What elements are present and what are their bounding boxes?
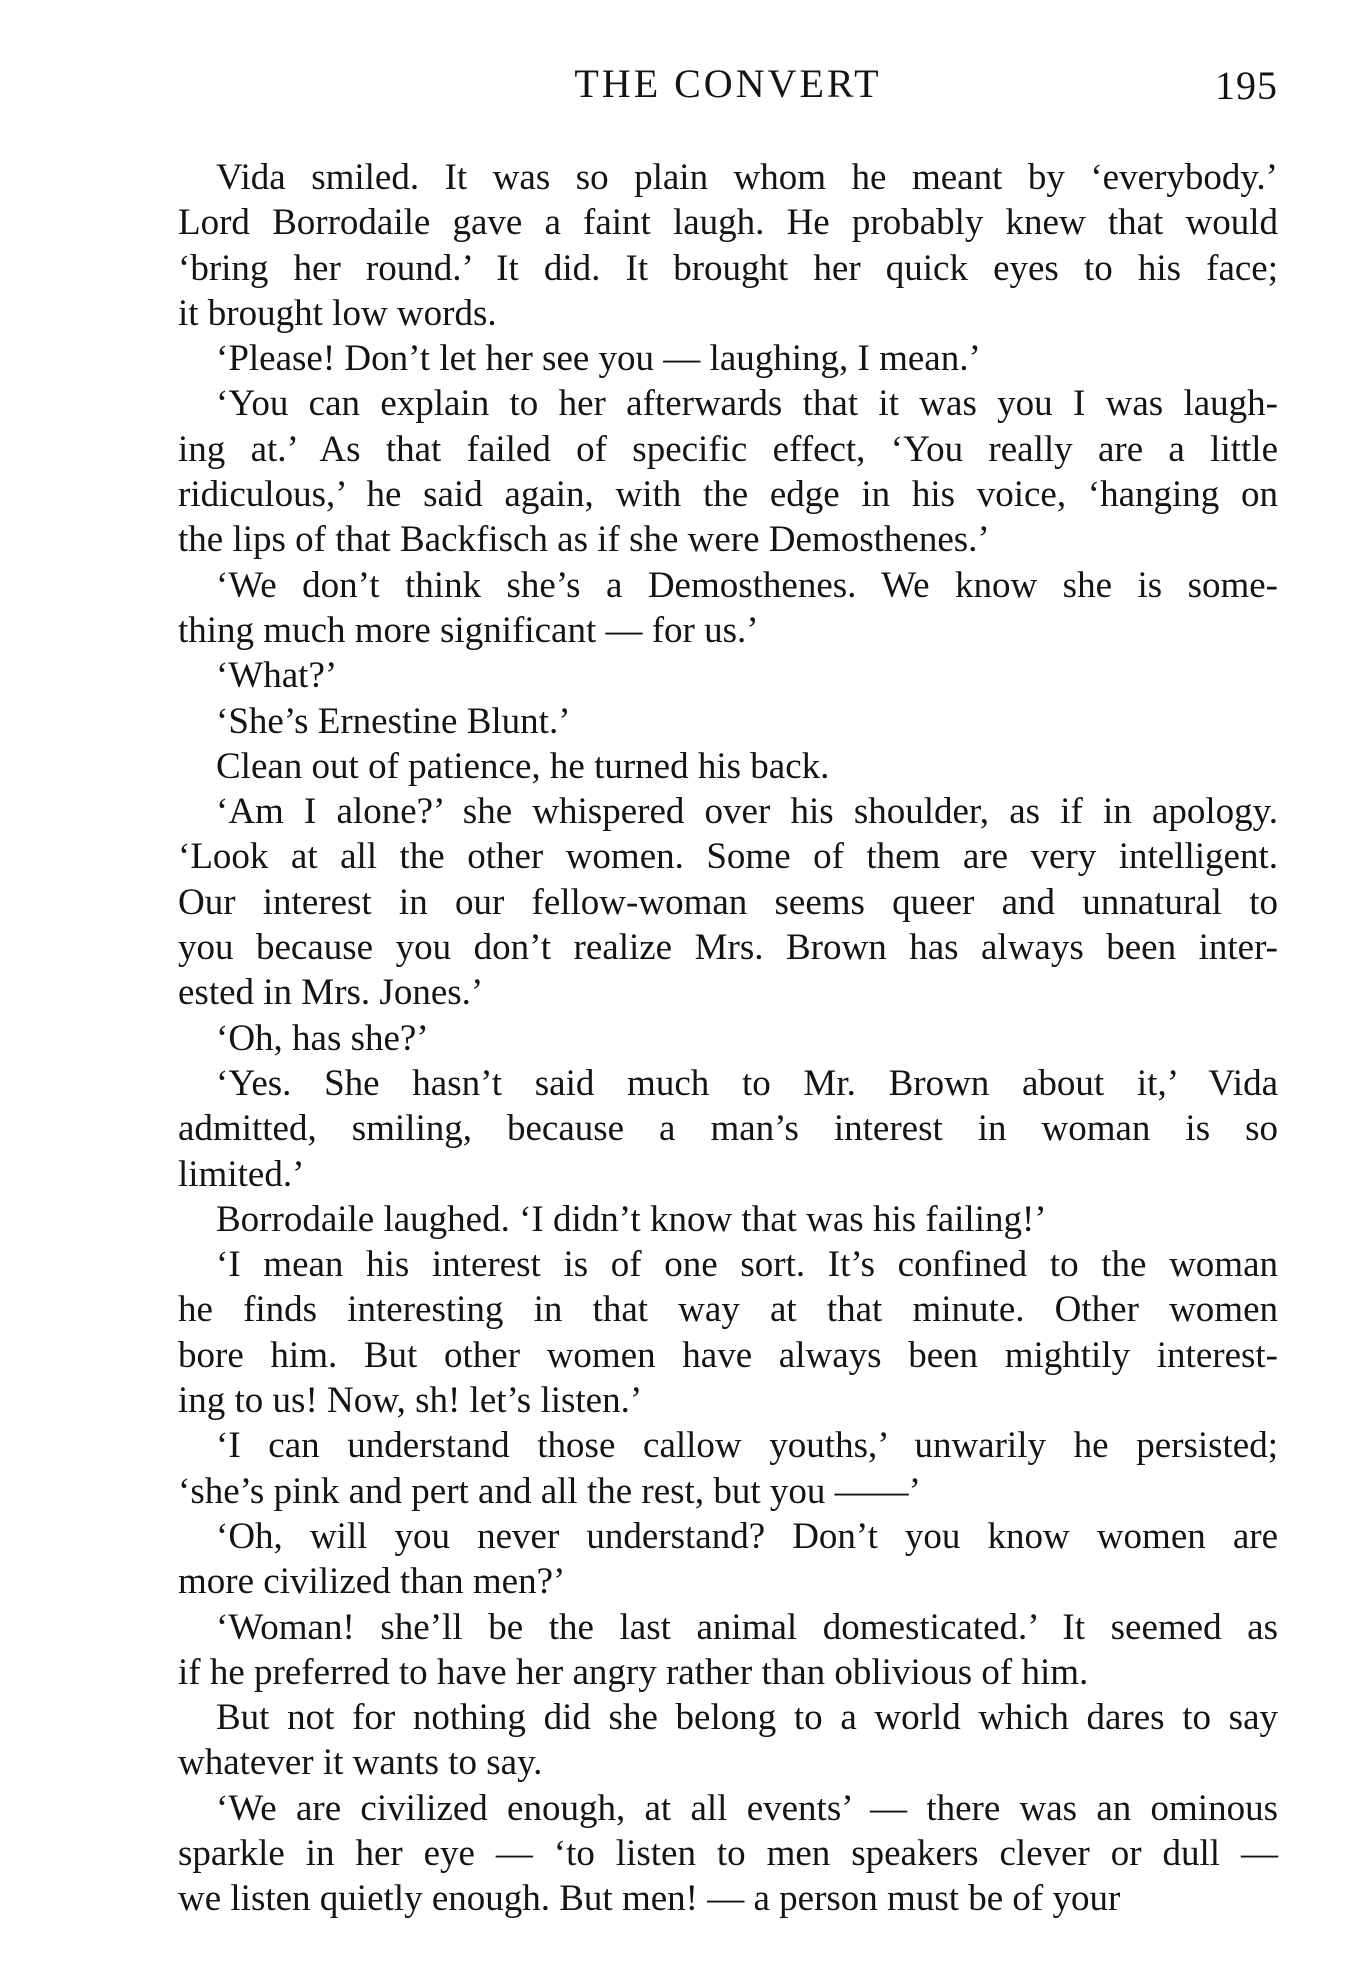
paragraph <box>178 653 1278 698</box>
text-line: Borrodaile laughed. ‘I didn’t know that was his failing!’ <box>216 1198 1047 1240</box>
text-line: ‘Oh, will you never understand? Don’t you know women are <box>216 1515 1278 1557</box>
text-line: more civilized than men?’ <box>178 1561 566 1603</box>
text-line: bore him. But other women have always been mightily interest- <box>178 1334 1278 1376</box>
text-line: you because you don’t realize Mrs. Brown has always been inter- <box>178 927 1278 969</box>
paragraph <box>178 1016 1278 1061</box>
text-line: ‘bring her round.’ It did. It brought her quick eyes to his face; <box>178 247 1278 289</box>
text-line: Our interest in our fellow-woman seems queer and unnatural to <box>178 881 1278 923</box>
paragraph <box>178 1423 1278 1514</box>
paragraph <box>178 563 1278 654</box>
paragraph <box>178 1514 1278 1605</box>
text-line: the lips of that Backfisch as if she were Demosthenes.’ <box>178 519 990 561</box>
text-line: ridiculous,’ he said again, with the edge in his voice, ‘hanging on <box>178 474 1278 516</box>
paragraph <box>178 1695 1278 1786</box>
text-line: Clean out of patience, he turned his back. <box>216 745 830 787</box>
text-line: ‘I can understand those callow youths,’ unwarily he persisted; <box>216 1425 1278 1467</box>
paragraph <box>178 1197 1278 1242</box>
paragraph <box>178 699 1278 744</box>
paragraph <box>178 1061 1278 1197</box>
text-line: But not for nothing did she belong to a world which dares to say <box>216 1697 1278 1739</box>
text-line: ‘I mean his interest is of one sort. It’s confined to the woman <box>216 1244 1278 1286</box>
text-line: ‘she’s pink and pert and all the rest, but you ——’ <box>178 1470 921 1512</box>
text-line: Lord Borrodaile gave a faint laugh. He probably knew that would <box>178 202 1278 244</box>
text-line: we listen quietly enough. But men! — a person must be of your <box>178 1878 1121 1920</box>
text-line: ‘You can explain to her afterwards that it was you I was laugh- <box>216 383 1278 425</box>
paragraph <box>178 1242 1278 1423</box>
paragraph <box>178 1605 1278 1696</box>
body-text <box>178 155 1278 1922</box>
text-line: thing much more significant — for us.’ <box>178 609 759 651</box>
text-line: ing to us! Now, sh! let’s listen.’ <box>178 1380 643 1422</box>
running-head <box>178 60 1278 120</box>
text-line: ‘Woman! she’ll be the last animal domesticated.’ It seemed as <box>216 1606 1278 1648</box>
paragraph <box>178 1786 1278 1922</box>
text-line: limited.’ <box>178 1153 305 1195</box>
text-line: ing at.’ As that failed of specific effect, ‘You really are a little <box>178 428 1278 470</box>
text-line: ‘Please! Don’t let her see you — laughing, I mean.’ <box>216 338 981 380</box>
text-line: whatever it wants to say. <box>178 1742 543 1784</box>
paragraph <box>178 789 1278 1015</box>
text-line: admitted, smiling, because a man’s interest in woman is so <box>178 1108 1278 1150</box>
text-line: ‘She’s Ernestine Blunt.’ <box>216 700 571 742</box>
page-number: 195 <box>1215 63 1278 108</box>
text-line: sparkle in her eye — ‘to listen to men speakers clever or dull — <box>178 1832 1278 1874</box>
text-line: ‘Look at all the other women. Some of them are very intelligent. <box>178 836 1278 878</box>
paragraph <box>178 381 1278 562</box>
text-line: ‘We are civilized enough, at all events’ — there was an ominous <box>216 1787 1278 1829</box>
text-line: he finds interesting in that way at that minute. Other women <box>178 1289 1278 1331</box>
text-line: ested in Mrs. Jones.’ <box>178 972 484 1014</box>
text-line: ‘What?’ <box>216 655 338 697</box>
text-line: if he preferred to have her angry rather than oblivious of him. <box>178 1651 1089 1693</box>
text-line: Vida smiled. It was so plain whom he meant by ‘everybody.’ <box>216 157 1278 198</box>
paragraph <box>178 744 1278 789</box>
paragraph <box>178 155 1278 336</box>
text-line: ‘Yes. She hasn’t said much to Mr. Brown about it,’ Vida <box>216 1062 1278 1104</box>
text-line: it brought low words. <box>178 292 497 334</box>
text-line: ‘We don’t think she’s a Demosthenes. We know she is some- <box>216 564 1278 606</box>
paragraph <box>178 336 1278 381</box>
text-line: ‘Oh, has she?’ <box>216 1017 429 1059</box>
text-line: ‘Am I alone?’ she whispered over his shoulder, as if in apology. <box>216 791 1278 833</box>
running-title: THE CONVERT <box>574 61 882 106</box>
